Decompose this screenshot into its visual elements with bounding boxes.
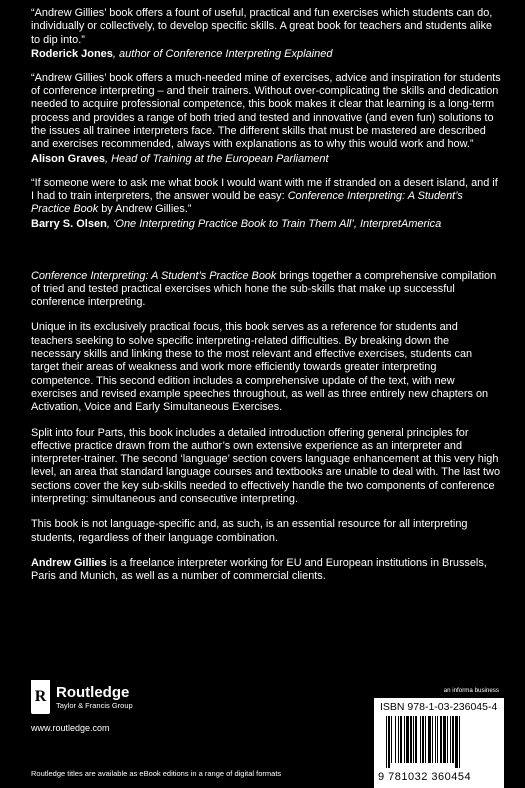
endorsement-3 <box>31 177 501 231</box>
book-title: Conference Interpreting: A Student’s Practice Book <box>31 189 463 216</box>
quote-author-role: , author of Conference Interpreting Explained <box>112 47 333 60</box>
author-bio <box>31 557 501 584</box>
author-bio-text: is a freelance interpreter working for EU and European institutions in Brussels, Paris and Munich, as well as a number of commercial clients. <box>31 556 487 583</box>
book-title: Conference Interpreting: A Student’s Practice Book <box>31 269 277 282</box>
quote-author: Alison Graves <box>31 152 105 165</box>
quote-attribution <box>31 152 501 166</box>
publisher-url: www.routledge.com <box>31 723 110 733</box>
publisher-logo <box>31 680 133 714</box>
ebook-note: Routledge titles are available as eBook editions in a range of digital formats <box>31 769 282 778</box>
publisher-group: Taylor & Francis Group <box>56 701 133 710</box>
description-paragraph: This book is not language-specific and, as such, is an essential resource for all interpreting students, regardless of their language combination. <box>31 518 468 544</box>
description-paragraph <box>31 270 501 310</box>
publisher-name: Routledge <box>56 684 130 701</box>
quote-author-role: , Head of Training at the European Parliament <box>104 152 329 165</box>
quote-attribution <box>31 217 501 231</box>
quote-author: Barry S. Olsen <box>31 217 107 230</box>
description-text: brings together a comprehensive compilation of tried and tested practical exercises which hone the sub-skills that make up successful conference interpreting. <box>31 269 497 309</box>
description-paragraph: Split into four Parts, this book includes a detailed introduction offering general principles for effective practice drawn from the author’s own extensive experience as an interpreter and interpreter-trainer. The second ‘language’ section covers language enhancement at this very high level, an area that standard language courses and textbooks are unable to deal with. The last two sections cover the key sub-skills needed to effectively handle the two components of conference interpreting: simultaneous and consecutive interpreting. <box>31 426 501 506</box>
quote-text: “Andrew Gillies’ book offers a fount of useful, practical and fun exercises which students can do, individually or collectively, to develop specific skills. A great book for teachers and students alike to dip into.” <box>31 7 493 46</box>
quote-author: Roderick Jones <box>31 47 113 60</box>
barcode-digits: 9 781032 360454 <box>378 771 472 783</box>
isbn-text: ISBN 978-1-03-236045-4 <box>380 701 498 713</box>
description-paragraph: Unique in its exclusively practical focus, this book serves as a reference for students and teachers seeking to solve specific interpreting-related difficulties. By breaking down the necessary skills and linking these to the most relevant and effective exercises, students can target their areas of weakness and work more efficiently towards greater interpreting competence. This second edition includes a comprehensive update of the text, with new exercises and revised example speeches throughout, as well as three entirely new chapters on Activation, Voice and Early Simultaneous Exercises. <box>31 321 489 414</box>
endorsement-1 <box>31 7 501 61</box>
quote-text-part: “If someone were to ask me what book I would want with me if stranded on a desert island, and if I had to train interpreters, the answer would be easy: <box>31 176 498 202</box>
quote-text <box>31 177 501 217</box>
barcode-block <box>374 687 499 788</box>
quote-author-role: , ‘One Interpreting Practice Book to Train Them All’ <box>106 217 354 230</box>
quote-attribution <box>31 47 501 61</box>
quote-text: “Andrew Gillies’ book offers a much-needed mine of exercises, advice and inspiration for students of conference interpreting – and their trainers. Without over-complicating the skills and dedication needed to acquire professional competence, this book makes it clear that learning is a long-term process and provides a range of both tried and tested and innovative (and even fun) solutions to the issues all trainee interpreters face. The different skills that must be mastered are described and exercises recommended, always with explanations as to why this would work and how.” <box>31 71 501 151</box>
author-name: Andrew Gillies <box>31 556 107 569</box>
publisher-block <box>31 680 133 733</box>
barcode-label <box>374 698 504 788</box>
endorsement-2 <box>31 72 501 166</box>
cover-text <box>31 7 501 596</box>
informa-tagline: an informa business <box>443 687 499 694</box>
routledge-logo-icon: R <box>31 680 50 714</box>
barcode-bars <box>386 716 490 768</box>
quote-text-part: by Andrew Gillies.” <box>98 203 192 216</box>
quote-author-org: , InterpretAmerica <box>353 217 442 230</box>
